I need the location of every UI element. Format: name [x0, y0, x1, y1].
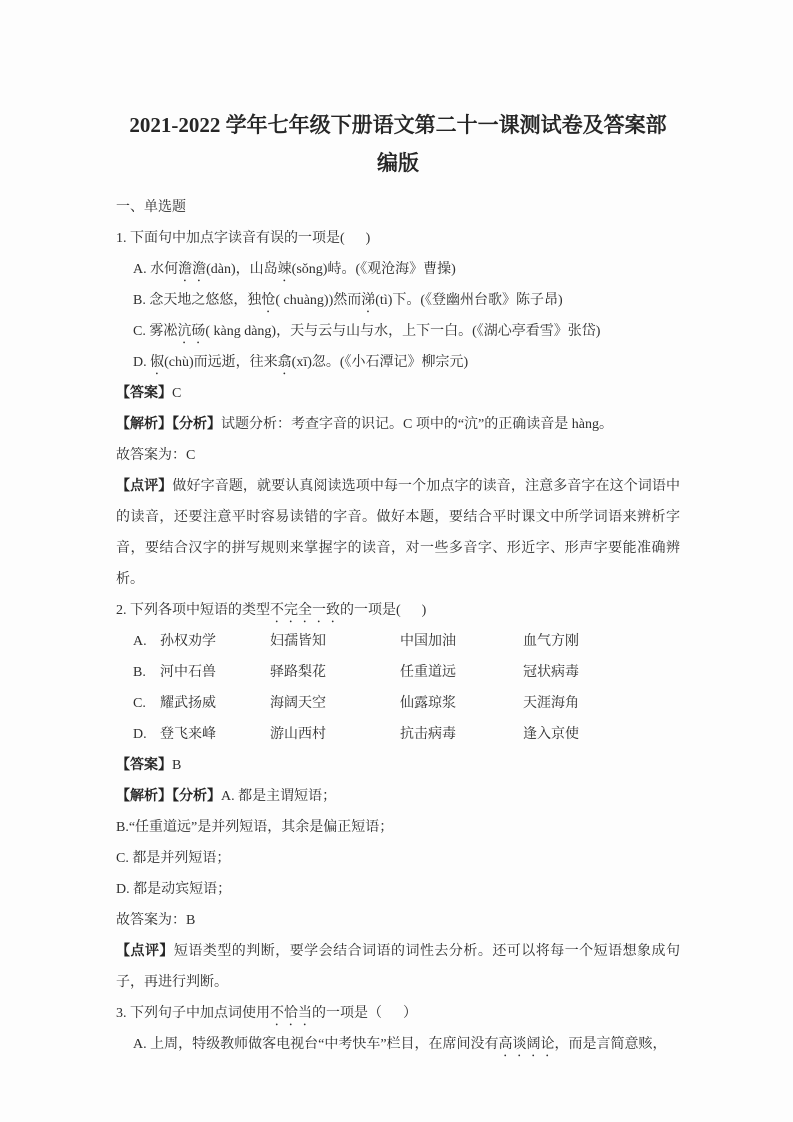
q2-phrase: 仙露琼浆 — [400, 696, 456, 711]
section-heading: 一、单选题 — [116, 200, 186, 215]
q2-option-row-a — [116, 626, 680, 657]
q2-answer: 【答案】B — [116, 758, 182, 773]
q2-phrase: 海阔天空 — [270, 696, 326, 711]
q2-option-row-d — [116, 719, 680, 750]
q2-phrase: 孙权劝学 — [160, 634, 216, 649]
title-line-1: 2021-2022 学年七年级下册语文第二十一课测试卷及答案部 — [129, 113, 667, 137]
q1-option-d: D. 俶(chù)而远逝，往来翕(xī)忽。(《小石潭记》柳宗元) — [133, 355, 469, 370]
q2-phrase: 耀武扬威 — [160, 696, 216, 711]
q2-phrase: 任重道远 — [400, 665, 456, 680]
q2-option-d-label: D. — [133, 727, 147, 742]
q2-option-row-b — [116, 657, 680, 688]
q2-option-row-c — [116, 688, 680, 719]
q2-comment: 【点评】短语类型的判断，要学会结合词语的词性去分析。还可以将每一个短语想象成句子，再进行判断。 — [116, 944, 681, 990]
q2-conclusion: 故答案为：B — [116, 913, 196, 928]
q2-phrase: 妇孺皆知 — [270, 634, 326, 649]
q2-phrase: 天涯海角 — [523, 696, 579, 711]
q2-analysis-a: 【解析】【分析】A. 都是主谓短语； — [116, 789, 337, 804]
q2-analysis-d: D. 都是动宾短语； — [116, 882, 232, 897]
q2-option-a-label: A. — [133, 634, 147, 649]
q1-option-a: A. 水何澹澹(dàn)，山岛竦(sǒng)峙。(《观沧海》曹操) — [133, 262, 456, 277]
q3-stem: 3. 下列句子中加点词使用不恰当的一项是（ ） — [116, 1006, 417, 1021]
q1-option-b: B. 念天地之悠悠，独怆( chuàng))然而涕(tì)下。(《登幽州台歌》陈子昂) — [133, 293, 563, 308]
q2-phrase: 游山西村 — [270, 727, 326, 742]
q2-option-b-label: B. — [133, 665, 146, 680]
q2-phrase: 冠状病毒 — [523, 665, 579, 680]
q3-option-a: A. 上周，特级教师做客电视台“中考快车”栏目，在席间没有高谈阔论，而是言简意赅， — [133, 1037, 667, 1052]
q2-phrase: 逢入京使 — [523, 727, 579, 742]
q1-answer: 【答案】C — [116, 386, 182, 401]
q2-analysis-b: B.“任重道远”是并列短语，其余是偏正短语； — [116, 820, 394, 835]
q2-phrase: 中国加油 — [400, 634, 456, 649]
q1-comment: 【点评】做好字音题，就要认真阅读选项中每一个加点字的读音，注意多音字在这个词语中的读音，还要注意平时容易读错的字音。做好本题，要结合平时课文中所学词语来辨析字音，要结合汉字的拼写规则来掌握字的读音，对一些多音字、形近字、形声字要能准确辨析。 — [116, 479, 681, 587]
q2-phrase: 登飞来峰 — [160, 727, 216, 742]
q2-phrase: 河中石兽 — [160, 665, 216, 680]
q2-phrase: 抗击病毒 — [400, 727, 456, 742]
q2-stem: 2. 下列各项中短语的类型不完全一致的一项是( ) — [116, 603, 427, 618]
q2-option-c-label: C. — [133, 696, 146, 711]
q1-conclusion: 故答案为：C — [116, 448, 196, 463]
q2-phrase: 血气方刚 — [523, 634, 579, 649]
q2-analysis-c: C. 都是并列短语； — [116, 851, 231, 866]
title-line-2: 编版 — [377, 151, 419, 175]
q1-option-c: C. 雾凇沆砀( kàng dàng)，天与云与山与水，上下一白。(《湖心亭看雪》张岱) — [133, 324, 601, 339]
q1-stem: 1. 下面句中加点字读音有误的一项是( ) — [116, 231, 371, 246]
document-title — [116, 106, 680, 182]
q2-phrase: 驿路梨花 — [270, 665, 326, 680]
q1-analysis: 【解析】【分析】试题分析：考查字音的识记。C 项中的“沆”的正确读音是 hàng。 — [116, 417, 613, 432]
